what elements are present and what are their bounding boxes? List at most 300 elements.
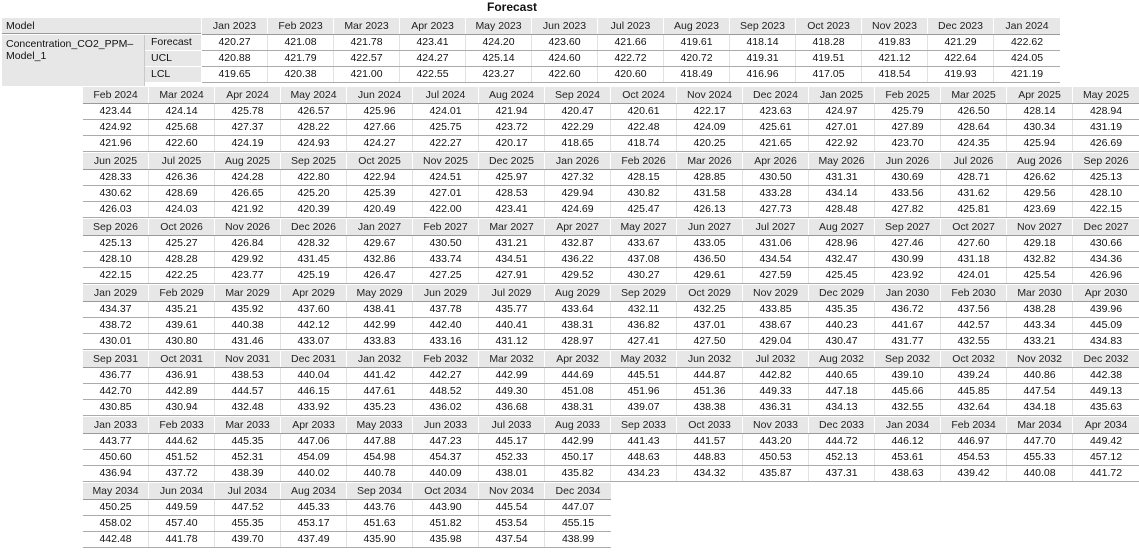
value-cell: 428.53 (479, 186, 545, 201)
month-header-cell: Sep 2029 (611, 285, 677, 301)
month-header-cell: Jan 2024 (1005, 20, 1049, 32)
month-header-cell: Apr 2032 (545, 351, 611, 367)
value-cell: 422.55 (400, 67, 466, 82)
value-cell: 435.82 (545, 466, 611, 481)
value-cell: 445.54 (479, 500, 545, 515)
value-cell: 442.99 (479, 368, 545, 383)
value-cell: 438.63 (875, 466, 941, 481)
value-cell: 436.68 (479, 400, 545, 415)
value-cell: 432.47 (809, 252, 875, 267)
value-cell: 430.50 (413, 236, 479, 251)
value-cell: 429.94 (545, 186, 611, 201)
month-header-cell: Aug 2023 (664, 18, 730, 34)
value-cell: 447.18 (809, 384, 875, 399)
month-header-cell: Apr 2034 (1084, 419, 1128, 431)
value-cell: 433.56 (875, 186, 941, 201)
value-cell: 441.57 (677, 434, 743, 449)
value-cell: 423.63 (743, 104, 809, 119)
value-cell: 429.92 (215, 252, 281, 267)
value-cell: 421.94 (479, 104, 545, 119)
month-header-cell: Dec 2033 (809, 417, 875, 433)
series-label-ucl: UCL (145, 51, 201, 67)
value-cell: 425.96 (347, 104, 413, 119)
value-cell: 420.47 (545, 104, 611, 119)
month-header-cell: Jul 2027 (743, 219, 809, 235)
month-header-cell: Feb 2023 (268, 18, 334, 34)
value-cell: 454.53 (941, 450, 1007, 465)
value-cell: 423.27 (466, 67, 532, 82)
value-cell: 426.69 (1089, 137, 1123, 149)
month-header-cell: Jul 2025 (149, 153, 215, 169)
value-cell: 433.07 (281, 334, 347, 349)
value-cell: 440.78 (347, 466, 413, 481)
month-header-cell: Jul 2026 (941, 153, 1007, 169)
month-header-cell: Aug 2033 (545, 417, 611, 433)
value-cell: 440.38 (215, 318, 281, 333)
value-cell: 425.47 (611, 202, 677, 217)
value-cell: 419.93 (928, 67, 994, 82)
value-cell: 421.00 (334, 67, 400, 82)
value-cell: 423.69 (1007, 202, 1073, 217)
value-cell: 433.21 (1007, 334, 1073, 349)
value-cell: 437.72 (149, 466, 215, 481)
month-header-cell: Mar 2029 (215, 285, 281, 301)
value-cell: 437.78 (413, 302, 479, 317)
value-cell: 439.10 (875, 368, 941, 383)
value-cell: 438.99 (561, 533, 595, 545)
value-cell: 425.81 (941, 202, 1007, 217)
value-cell: 418.74 (611, 136, 677, 151)
month-header-row (83, 285, 1139, 302)
value-cell: 451.63 (347, 516, 413, 531)
value-cell: 425.39 (347, 186, 413, 201)
value-cell: 424.01 (941, 268, 1007, 283)
value-cell: 437.08 (611, 252, 677, 267)
value-cell: 438.31 (545, 400, 611, 415)
month-header-cell: Nov 2027 (1007, 219, 1073, 235)
value-cell: 424.01 (413, 104, 479, 119)
value-cell: 442.99 (347, 318, 413, 333)
value-cell: 424.27 (400, 51, 466, 66)
value-cell: 432.82 (1007, 252, 1073, 267)
month-header-cell: Sep 2023 (730, 18, 796, 34)
value-cell: 436.31 (743, 400, 809, 415)
value-cell: 422.80 (281, 170, 347, 185)
value-cell: 440.09 (413, 466, 479, 481)
month-header-cell: Apr 2030 (1084, 287, 1128, 299)
month-header-cell: Apr 2023 (400, 18, 466, 34)
month-header-cell: Sep 2025 (281, 153, 347, 169)
value-cell: 445.66 (875, 384, 941, 399)
month-header-cell: Jun 2025 (83, 153, 149, 169)
value-cell: 426.62 (1007, 170, 1073, 185)
value-cell: 431.77 (875, 334, 941, 349)
month-header-cell: Apr 2024 (215, 87, 281, 103)
value-cell: 420.72 (664, 51, 730, 66)
value-cell: 438.28 (1007, 302, 1073, 317)
value-cell: 434.83 (1089, 335, 1123, 347)
value-cell: 457.40 (149, 516, 215, 531)
series-label-lcl: LCL (145, 67, 201, 83)
value-cell: 420.88 (202, 51, 268, 66)
series-labels (145, 35, 201, 83)
value-cell: 439.42 (941, 466, 1007, 481)
value-cell: 426.65 (215, 186, 281, 201)
value-cell: 421.19 (1010, 68, 1044, 80)
value-cell: 427.46 (875, 236, 941, 251)
value-cell: 444.69 (545, 368, 611, 383)
value-cell: 427.32 (545, 170, 611, 185)
value-cell: 428.32 (281, 236, 347, 251)
value-cell: 450.17 (545, 450, 611, 465)
value-cell: 455.33 (1007, 450, 1073, 465)
value-cell: 444.57 (215, 384, 281, 399)
value-cell: 424.20 (466, 35, 532, 50)
value-cell: 426.84 (215, 236, 281, 251)
month-header-cell: Dec 2034 (555, 485, 601, 497)
value-cell: 436.50 (677, 252, 743, 267)
value-cell: 441.43 (611, 434, 677, 449)
value-cell: 436.94 (83, 466, 149, 481)
value-cell: 438.41 (347, 302, 413, 317)
value-cell: 424.03 (149, 202, 215, 217)
value-cell: 437.60 (281, 302, 347, 317)
value-cell: 422.00 (413, 202, 479, 217)
value-cell: 422.57 (334, 51, 400, 66)
month-header-cell: Oct 2029 (677, 285, 743, 301)
value-cell: 422.72 (598, 51, 664, 66)
value-cell: 421.78 (334, 35, 400, 50)
forecast-row (202, 35, 1060, 51)
value-cell: 428.14 (1007, 104, 1073, 119)
value-cell: 422.29 (545, 120, 611, 135)
value-cell: 430.80 (149, 334, 215, 349)
month-header-cell: Mar 2023 (334, 18, 400, 34)
value-cell: 423.72 (479, 120, 545, 135)
month-header-cell: Sep 2027 (875, 219, 941, 235)
month-header-cell: Jun 2023 (532, 18, 598, 34)
month-header-cell: Apr 2033 (281, 417, 347, 433)
value-cell: 426.03 (83, 202, 149, 217)
value-cell: 438.31 (545, 318, 611, 333)
value-cell: 440.23 (809, 318, 875, 333)
value-cell: 420.60 (598, 67, 664, 82)
value-cell: 436.22 (545, 252, 611, 267)
value-cell: 436.82 (611, 318, 677, 333)
ucl-row (83, 516, 611, 532)
value-cell: 419.65 (202, 67, 268, 82)
value-cell: 449.30 (479, 384, 545, 399)
value-cell: 428.48 (809, 202, 875, 217)
value-cell: 433.64 (545, 302, 611, 317)
value-cell: 428.69 (149, 186, 215, 201)
value-cell: 450.25 (83, 500, 149, 515)
value-cell: 433.28 (743, 186, 809, 201)
value-cell: 434.18 (1007, 400, 1073, 415)
value-cell: 445.51 (611, 368, 677, 383)
value-cell: 447.70 (1007, 434, 1073, 449)
value-cell: 417.05 (796, 67, 862, 82)
value-cell: 438.38 (677, 400, 743, 415)
value-cell: 424.05 (1010, 52, 1044, 64)
value-cell: 424.93 (281, 136, 347, 151)
month-header-cell: Sep 2024 (545, 87, 611, 103)
value-cell: 434.23 (611, 466, 677, 481)
month-header-cell: Dec 2026 (281, 219, 347, 235)
value-cell: 428.33 (83, 170, 149, 185)
month-header-cell: Feb 2025 (875, 87, 941, 103)
month-header-cell: Jun 2027 (677, 219, 743, 235)
month-header-cell: Aug 2024 (479, 87, 545, 103)
table-block (83, 87, 1139, 152)
value-cell: 426.50 (941, 104, 1007, 119)
value-cell: 427.60 (941, 236, 1007, 251)
value-cell: 431.06 (743, 236, 809, 251)
value-cell: 432.55 (941, 334, 1007, 349)
value-cell: 434.37 (83, 302, 149, 317)
value-cell: 427.50 (677, 334, 743, 349)
value-cell: 446.97 (941, 434, 1007, 449)
month-header-cell: Sep 2031 (83, 351, 149, 367)
value-cell: 445.35 (215, 434, 281, 449)
table-block (83, 417, 1139, 482)
value-cell: 429.52 (545, 268, 611, 283)
month-header-cell: May 2025 (1082, 89, 1130, 101)
value-cell: 418.28 (796, 35, 862, 50)
month-header-cell: Nov 2034 (479, 483, 545, 499)
value-cell: 424.60 (532, 51, 598, 66)
value-cell: 429.61 (677, 268, 743, 283)
value-cell: 427.41 (611, 334, 677, 349)
value-cell: 431.19 (1089, 121, 1123, 133)
month-header-cell: Sep 2026 (1083, 155, 1129, 167)
month-header-cell: Nov 2026 (215, 219, 281, 235)
value-cell: 424.97 (809, 104, 875, 119)
forecast-row (83, 302, 1139, 318)
value-cell: 449.42 (1089, 435, 1123, 447)
value-cell: 432.11 (611, 302, 677, 317)
value-cell: 421.92 (215, 202, 281, 217)
month-header-cell: Aug 2029 (545, 285, 611, 301)
value-cell: 430.34 (1007, 120, 1073, 135)
value-cell: 419.51 (796, 51, 862, 66)
month-header-cell: Dec 2032 (1083, 353, 1129, 365)
ucl-row (83, 318, 1139, 334)
value-cell: 419.61 (664, 35, 730, 50)
forecast-row (83, 500, 611, 516)
value-cell: 422.25 (149, 268, 215, 283)
month-header-cell: Jun 2033 (413, 417, 479, 433)
value-cell: 425.54 (1007, 268, 1073, 283)
month-header-cell: Jan 2033 (83, 417, 149, 433)
value-cell: 439.61 (149, 318, 215, 333)
value-cell: 430.94 (149, 400, 215, 415)
page-title: Forecast (486, 0, 538, 14)
value-cell: 427.91 (479, 268, 545, 283)
month-header-cell: Apr 2029 (281, 285, 347, 301)
month-header-cell: Sep 2034 (347, 483, 413, 499)
lcl-row (83, 268, 1139, 284)
month-header-cell: Nov 2025 (413, 153, 479, 169)
value-cell: 421.12 (862, 51, 928, 66)
value-cell: 433.92 (281, 400, 347, 415)
month-header-cell: May 2029 (347, 285, 413, 301)
month-header-cell: Mar 2027 (479, 219, 545, 235)
forecast-row (83, 104, 1139, 120)
value-cell: 444.72 (809, 434, 875, 449)
value-cell: 437.56 (941, 302, 1007, 317)
value-cell: 440.41 (479, 318, 545, 333)
month-header-cell: Jun 2026 (875, 153, 941, 169)
value-cell: 451.82 (413, 516, 479, 531)
value-cell: 448.52 (413, 384, 479, 399)
month-header-cell: Mar 2024 (149, 87, 215, 103)
ucl-row (83, 450, 1139, 466)
value-cell: 442.89 (149, 384, 215, 399)
ucl-row (83, 120, 1139, 136)
value-cell: 423.44 (83, 104, 149, 119)
value-cell: 454.37 (413, 450, 479, 465)
value-cell: 440.02 (281, 466, 347, 481)
value-cell: 428.10 (83, 252, 149, 267)
month-header-cell: Feb 2034 (941, 417, 1007, 433)
month-header-cell: Sep 2033 (611, 417, 677, 433)
month-header-cell: May 2024 (281, 87, 347, 103)
value-cell: 457.12 (1089, 451, 1123, 463)
value-cell: 432.64 (941, 400, 1007, 415)
month-header-cell: Aug 2026 (1007, 153, 1073, 169)
value-cell: 430.27 (611, 268, 677, 283)
value-cell: 454.09 (281, 450, 347, 465)
value-cell: 443.20 (743, 434, 809, 449)
forecast-row (83, 434, 1139, 450)
value-cell: 420.49 (347, 202, 413, 217)
value-cell: 428.85 (677, 170, 743, 185)
month-header-cell: Nov 2032 (1007, 351, 1073, 367)
value-cell: 439.07 (611, 400, 677, 415)
month-header-cell: Mar 2026 (677, 153, 743, 169)
month-header-cell: Feb 2026 (611, 153, 677, 169)
value-cell: 440.04 (281, 368, 347, 383)
value-cell: 424.27 (347, 136, 413, 151)
value-cell: 418.54 (862, 67, 928, 82)
value-cell: 442.27 (413, 368, 479, 383)
value-cell: 426.47 (347, 268, 413, 283)
value-cell: 439.24 (941, 368, 1007, 383)
value-cell: 435.35 (809, 302, 875, 317)
value-cell: 427.73 (743, 202, 809, 217)
month-header-cell: Nov 2031 (215, 351, 281, 367)
value-cell: 434.32 (677, 466, 743, 481)
value-cell: 430.01 (83, 334, 149, 349)
forecast-row (83, 236, 1139, 252)
lcl-row (83, 334, 1139, 350)
value-cell: 421.66 (598, 35, 664, 50)
value-cell: 451.08 (545, 384, 611, 399)
value-cell: 428.28 (149, 252, 215, 267)
month-header-row (83, 219, 1139, 236)
value-cell: 421.96 (83, 136, 149, 151)
value-cell: 420.25 (677, 136, 743, 151)
value-cell: 428.96 (809, 236, 875, 251)
value-cell: 423.70 (875, 136, 941, 151)
value-cell: 434.51 (479, 252, 545, 267)
value-cell: 435.21 (149, 302, 215, 317)
value-cell: 424.92 (83, 120, 149, 135)
value-cell: 422.94 (347, 170, 413, 185)
month-header-cell: Jun 2029 (413, 285, 479, 301)
value-cell: 430.85 (83, 400, 149, 415)
value-cell: 441.67 (875, 318, 941, 333)
value-cell: 425.75 (413, 120, 479, 135)
value-cell: 424.69 (545, 202, 611, 217)
month-header-cell: Oct 2025 (347, 153, 413, 169)
value-cell: 429.04 (743, 334, 809, 349)
month-header-cell: Aug 2034 (281, 483, 347, 499)
month-header-cell: Jul 2032 (743, 351, 809, 367)
value-cell: 444.62 (149, 434, 215, 449)
table-block (83, 219, 1139, 284)
value-cell: 423.77 (215, 268, 281, 283)
value-cell: 442.57 (941, 318, 1007, 333)
value-cell: 438.53 (215, 368, 281, 383)
value-cell: 422.27 (413, 136, 479, 151)
value-cell: 432.25 (677, 302, 743, 317)
value-cell: 446.12 (875, 434, 941, 449)
value-cell: 437.49 (281, 532, 347, 547)
value-cell: 425.19 (281, 268, 347, 283)
value-cell: 437.31 (809, 466, 875, 481)
value-cell: 434.13 (809, 400, 875, 415)
value-cell: 433.85 (743, 302, 809, 317)
value-cell: 433.05 (677, 236, 743, 251)
value-cell: 419.31 (730, 51, 796, 66)
value-cell: 425.20 (281, 186, 347, 201)
value-cell: 433.67 (611, 236, 677, 251)
value-cell: 422.92 (809, 136, 875, 151)
month-header-cell: Oct 2026 (149, 219, 215, 235)
value-cell: 425.94 (1007, 136, 1073, 151)
value-cell: 436.91 (149, 368, 215, 383)
value-cell: 430.66 (1089, 237, 1123, 249)
month-header-row (83, 153, 1139, 170)
month-header-cell: Dec 2029 (809, 285, 875, 301)
value-cell: 425.45 (809, 268, 875, 283)
value-cell: 418.65 (545, 136, 611, 151)
month-header-cell: Jan 2027 (347, 219, 413, 235)
month-header-cell: Nov 2033 (743, 417, 809, 433)
value-cell: 452.13 (809, 450, 875, 465)
value-cell: 445.17 (479, 434, 545, 449)
value-cell: 425.13 (83, 236, 149, 251)
value-cell: 442.82 (743, 368, 809, 383)
model-name-label: Concentration_CO2_PPM–Model_1 (2, 35, 145, 86)
value-cell: 435.90 (347, 532, 413, 547)
value-cell: 437.54 (479, 532, 545, 547)
month-header-cell: Nov 2024 (677, 87, 743, 103)
value-cell: 423.41 (479, 202, 545, 217)
value-cell: 435.77 (479, 302, 545, 317)
month-header-row (83, 483, 611, 500)
value-cell: 440.08 (1007, 466, 1073, 481)
value-cell: 442.99 (545, 434, 611, 449)
model-column-header: Model (2, 18, 201, 34)
month-header-cell: Jul 2034 (215, 483, 281, 499)
month-header-cell: Oct 2033 (677, 417, 743, 433)
value-cell: 429.67 (347, 236, 413, 251)
month-header-row (83, 87, 1139, 104)
value-cell: 422.17 (677, 104, 743, 119)
